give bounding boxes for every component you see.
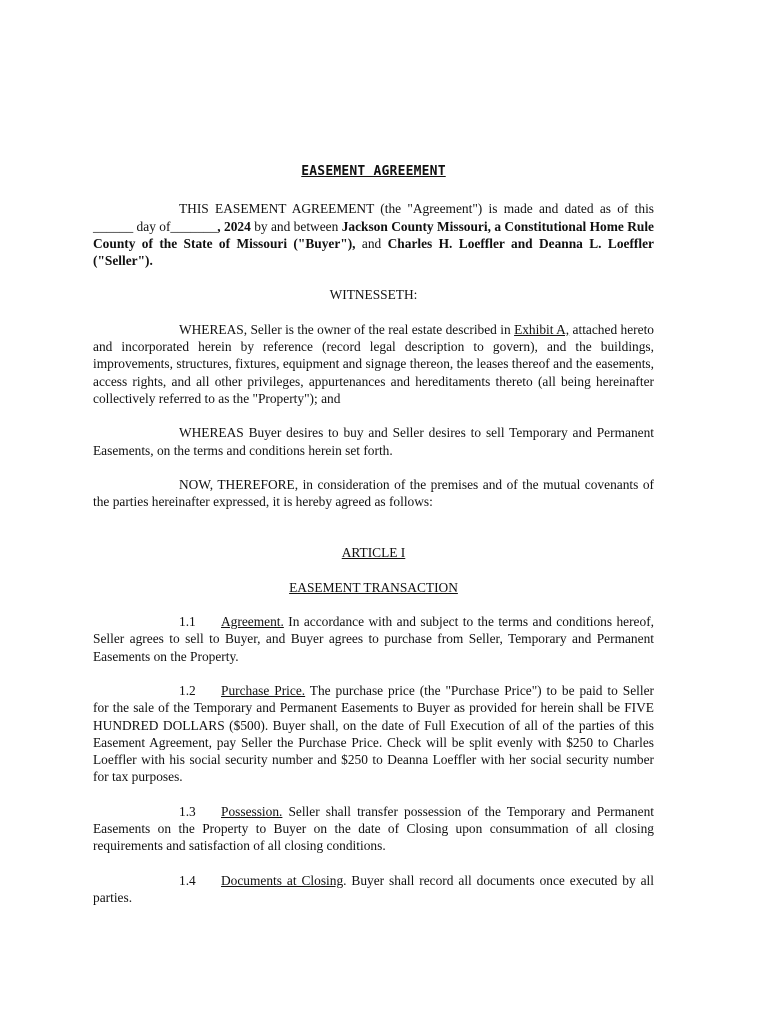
- whereas1-rest: attached hereto and incorporated herein by reference (record legal description to govern), and the buildings, improvements, structures, fixtures, equipment and signage thereon, the leases thereof and the easements, access rights, and all other privileges, appurtenances and hereditaments thereto (all being hereinafter collectively referred to as the "Property"); and: [93, 321, 654, 406]
- intro-paragraph: [93, 200, 654, 269]
- section-number: 1.2: [179, 682, 196, 698]
- now-therefore-paragraph: NOW, THEREFORE, in consideration of the premises and of the mutual covenants of the parties hereinafter expressed, it is hereby agreed as follows:: [93, 476, 654, 510]
- whereas-paragraph-1: [93, 321, 654, 407]
- article-subheading: EASEMENT TRANSACTION: [289, 579, 458, 595]
- section-heading: Agreement.: [221, 614, 284, 630]
- article-heading: ARTICLE I: [341, 545, 406, 561]
- section-1-3: [93, 803, 654, 855]
- seller-name: Charles H. Loeffler and Deanna L. Loeffler ("Seller").: [93, 235, 654, 269]
- intro-date: , 2024: [217, 218, 251, 234]
- section-heading: Documents at Closing: [221, 872, 344, 888]
- whereas-paragraph-2: WHEREAS Buyer desires to buy and Seller desires to sell Temporary and Permanent Easements, on the terms and conditions herein set forth.: [93, 425, 654, 458]
- buyer-name: Jackson County Missouri, a Constitutional Home Rule County of the State of Missouri ("Buyer"),: [93, 218, 654, 251]
- intro-text-2: by and between: [250, 218, 342, 234]
- section-1-1: [93, 613, 654, 665]
- section-text: Seller shall transfer possession of the Temporary and Permanent Easements on the Property to Buyer on the date of Closing upon consummation of all closing requirements and satisfaction of all closing conditions.: [93, 803, 654, 854]
- section-text: In accordance with and subject to the terms and conditions hereof, Seller agrees to sell to Buyer, and Buyer agrees to purchase from Seller, Temporary and Permanent Easements on the Property.: [93, 614, 654, 664]
- document-title: EASEMENT AGREEMENT: [301, 164, 446, 179]
- section-number: 1.1: [179, 614, 196, 630]
- section-text: The purchase price (the "Purchase Price") to be paid to Seller for the sale of the Temporary and Permanent Easements to Buyer as provided for herein shall be FIVE HUNDRED DOLLARS ($500). Buyer shall, on the date of Full Execution of all of the parties of this Easement Agreement, pay Seller the Purchase Price. Check will be split evenly with $250 to Charles Loeffler with his social security number and $250 to Deanna Loeffler with her social security number for tax purposes.: [93, 682, 654, 785]
- section-number: 1.4: [179, 872, 196, 888]
- whereas1-lead: WHEREAS, Seller is the owner of the real estate described in: [179, 321, 515, 337]
- section-heading: Purchase Price.: [221, 682, 306, 698]
- section-1-4: [93, 872, 654, 907]
- section-heading: Possession.: [221, 803, 283, 819]
- witnesseth-heading: WITNESSETH:: [329, 287, 418, 303]
- section-text: . Buyer shall record all documents once executed by all parties.: [93, 872, 654, 905]
- intro-text-1: THIS EASEMENT AGREEMENT (the "Agreement") is made and dated as of this ______ day of_______: [93, 201, 654, 234]
- exhibit-reference: Exhibit A,: [514, 321, 570, 337]
- document-page: [93, 163, 654, 906]
- section-1-2: [93, 682, 654, 786]
- intro-text-3: and: [355, 235, 388, 251]
- section-number: 1.3: [179, 803, 196, 819]
